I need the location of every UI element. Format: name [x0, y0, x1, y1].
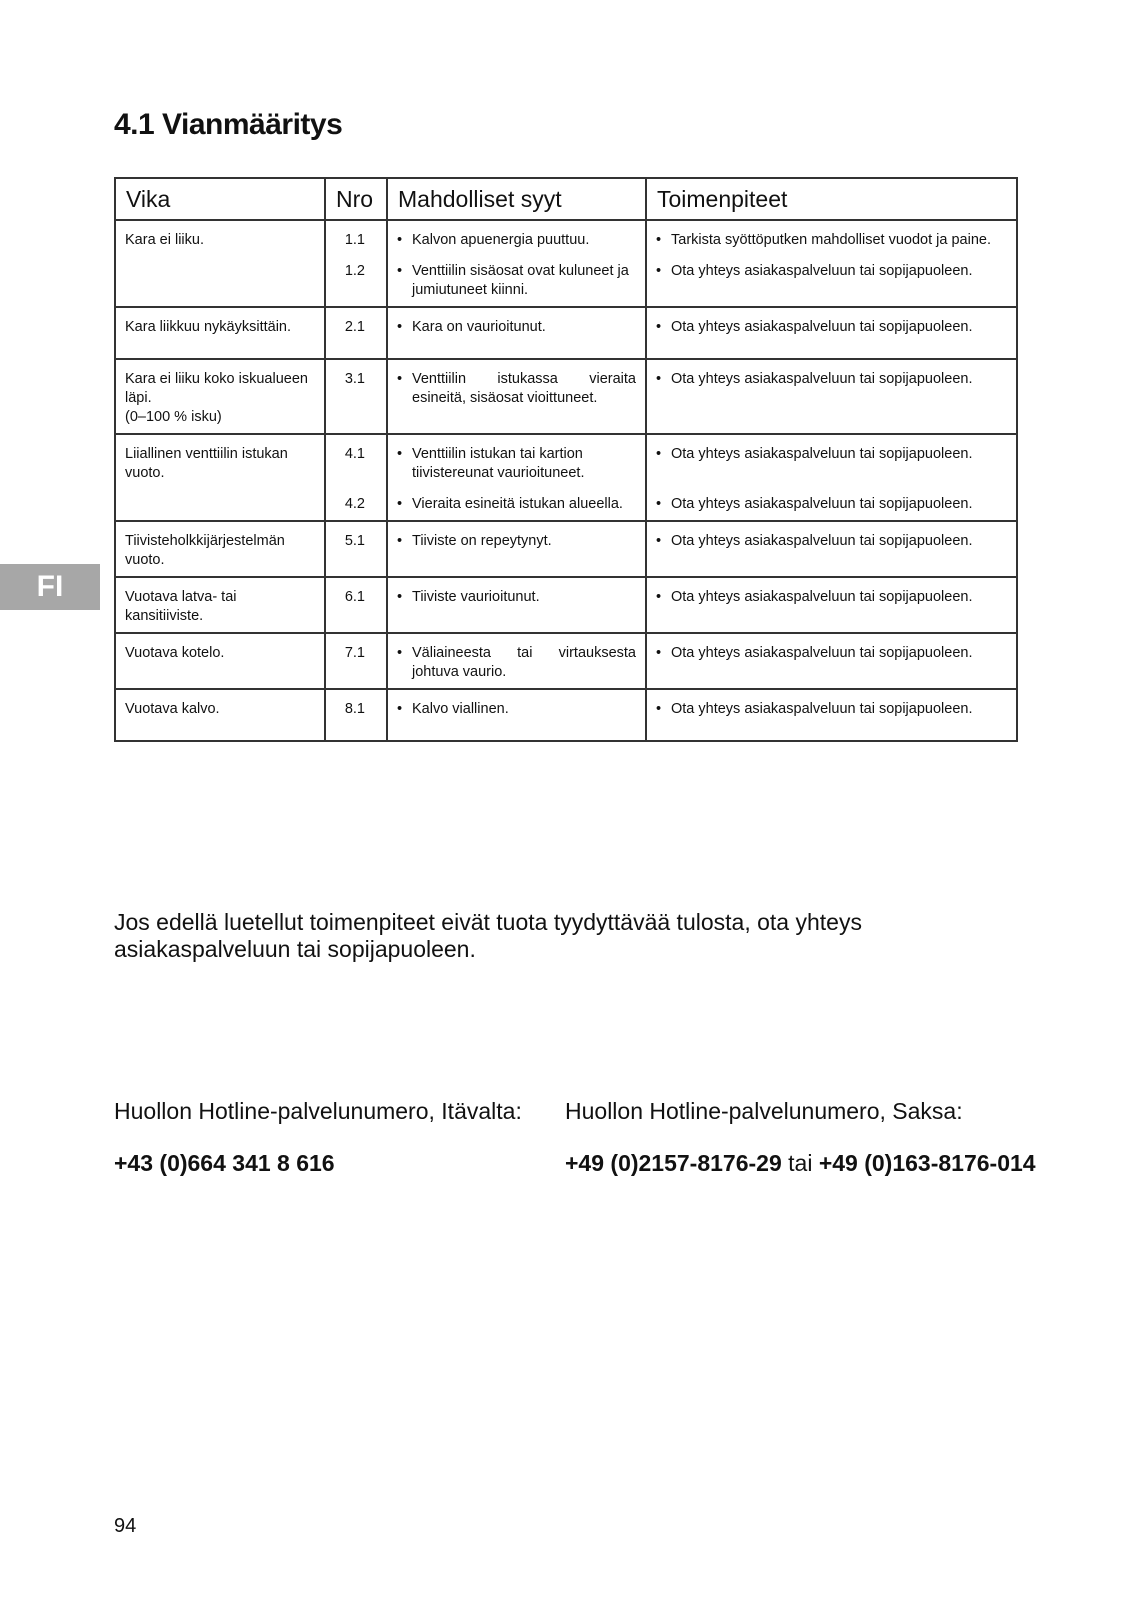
number-cell: 2.1 — [325, 307, 387, 359]
bullet-icon: • — [656, 589, 662, 605]
header-nro: Nro — [325, 178, 387, 220]
bullet-icon: • — [656, 496, 662, 512]
cause-cell — [387, 633, 646, 689]
cause-cell: • Venttiilin sisäosat ovat kuluneet ja jumiutuneet kiinni. — [387, 256, 646, 307]
header-syyt: Mahdolliset syyt — [387, 178, 646, 220]
cause-cell — [387, 359, 646, 434]
bullet-icon: • — [397, 232, 403, 248]
table-row — [115, 689, 1017, 741]
support-note: Jos edellä luetellut toimenpiteet eivät tuota tyydyttävää tulosta, ota yhteys asiakaspalveluun tai sopijapuoleen. — [114, 909, 862, 962]
fault-cell: Vuotava latva- tai kansitiiviste. — [115, 577, 325, 633]
action-cell: • Ota yhteys asiakaspalveluun tai sopijapuoleen. — [646, 256, 1017, 307]
action-cell: • Ota yhteys asiakaspalveluun tai sopijapuoleen. — [646, 577, 1017, 633]
number-cell: 7.1 — [325, 633, 387, 689]
number-cell: 5.1 — [325, 521, 387, 577]
table-row — [115, 307, 1017, 359]
number-cell: 1.2 — [325, 256, 387, 307]
header-toimenpiteet: Toimenpiteet — [646, 178, 1017, 220]
action-cell: • Ota yhteys asiakaspalveluun tai sopijapuoleen. — [646, 689, 1017, 741]
number-cell: 4.1 — [325, 434, 387, 489]
action-cell: • Tarkista syöttöputken mahdolliset vuodot ja paine. — [646, 220, 1017, 256]
bullet-icon: • — [397, 496, 403, 512]
section-title: 4.1 Vianmääritys — [114, 108, 343, 141]
bullet-icon: • — [656, 263, 662, 279]
bullet-icon: • — [397, 263, 403, 279]
number-cell: 6.1 — [325, 577, 387, 633]
page-number: 94 — [114, 1515, 137, 1537]
cause-cell: • Venttiilin istukan tai kartion tiivistereunat vaurioituneet. — [387, 434, 646, 489]
bullet-icon: • — [656, 232, 662, 248]
action-cell: • Ota yhteys asiakaspalveluun tai sopijapuoleen. — [646, 633, 1017, 689]
action-cell: • Ota yhteys asiakaspalveluun tai sopijapuoleen. — [646, 521, 1017, 577]
table-row — [115, 521, 1017, 577]
number-cell: 1.1 — [325, 220, 387, 256]
hotline-germany-number-1: +49 (0)2157-8176-29 — [565, 1150, 782, 1176]
action-cell: • Ota yhteys asiakaspalveluun tai sopijapuoleen. — [646, 359, 1017, 434]
bullet-icon: • — [656, 371, 662, 387]
bullet-icon: • — [397, 371, 403, 387]
troubleshooting-table — [114, 177, 1018, 742]
action-cell: • Ota yhteys asiakaspalveluun tai sopijapuoleen. — [646, 307, 1017, 359]
fault-note: (0–100 % isku) — [125, 409, 222, 425]
action-cell: • Ota yhteys asiakaspalveluun tai sopijapuoleen. — [646, 434, 1017, 489]
fault-cell: Tiivisteholkkijärjestelmän vuoto. — [115, 521, 325, 577]
header-vika: Vika — [115, 178, 325, 220]
hotline-austria-number: +43 (0)664 341 8 616 — [114, 1150, 335, 1176]
action-cell: • Ota yhteys asiakaspalveluun tai sopijapuoleen. — [646, 489, 1017, 521]
language-tab — [0, 564, 100, 610]
table-row — [115, 256, 1017, 307]
bullet-icon: • — [397, 446, 403, 462]
cause-cell: • Kalvon apuenergia puuttuu. — [387, 220, 646, 256]
fault-cell: Liiallinen venttiilin istukan vuoto. — [115, 434, 325, 489]
table-row — [115, 489, 1017, 521]
fault-cell: Kara ei liiku. — [115, 220, 325, 256]
table-row — [115, 633, 1017, 689]
cause-line: esineitä, sisäosat vioittuneet. — [412, 390, 598, 406]
bullet-icon: • — [656, 446, 662, 462]
number-cell: 8.1 — [325, 689, 387, 741]
fault-cell: Vuotava kalvo. — [115, 689, 325, 741]
cause-cell: • Tiiviste vaurioitunut. — [387, 577, 646, 633]
hotline-separator: tai — [788, 1150, 813, 1176]
fault-text: Kara ei liiku koko iskualueen läpi. — [125, 371, 308, 406]
fault-cell: Vuotava kotelo. — [115, 633, 325, 689]
bullet-icon: • — [656, 701, 662, 717]
bullet-icon: • — [656, 319, 662, 335]
table-row — [115, 434, 1017, 489]
hotline-austria-label: Huollon Hotline-palvelunumero, Itävalta: — [114, 1098, 522, 1124]
number-cell: 4.2 — [325, 489, 387, 521]
bullet-icon: • — [397, 645, 403, 661]
hotline-germany-label: Huollon Hotline-palvelunumero, Saksa: — [565, 1098, 963, 1124]
hotline-germany-number-2: +49 (0)163-8176-014 — [818, 1150, 1036, 1176]
cause-cell: • Tiiviste on repeytynyt. — [387, 521, 646, 577]
bullet-icon: • — [656, 533, 662, 549]
bullet-icon: • — [397, 701, 403, 717]
fault-cell — [115, 256, 325, 307]
table-header-row — [115, 178, 1017, 220]
bullet-icon: • — [656, 645, 662, 661]
number-cell: 3.1 — [325, 359, 387, 434]
cause-line: johtuva vaurio. — [412, 664, 507, 680]
fault-cell — [115, 359, 325, 434]
bullet-icon: • — [397, 533, 403, 549]
cause-cell: • Kara on vaurioitunut. — [387, 307, 646, 359]
hotline-germany-numbers — [565, 1150, 1036, 1177]
language-tab-label: FI — [36, 570, 64, 603]
cause-cell: • Kalvo viallinen. — [387, 689, 646, 741]
table-row — [115, 220, 1017, 256]
cause-cell: • Vieraita esineitä istukan alueella. — [387, 489, 646, 521]
bullet-icon: • — [397, 319, 403, 335]
fault-cell — [115, 489, 325, 521]
table-row — [115, 359, 1017, 434]
table-row — [115, 577, 1017, 633]
cause-line: Venttiilin istukassa vieraita — [412, 371, 636, 387]
cause-line: Väliaineesta tai virtauksesta — [412, 645, 636, 661]
fault-cell: Kara liikkuu nykäyksittäin. — [115, 307, 325, 359]
bullet-icon: • — [397, 589, 403, 605]
